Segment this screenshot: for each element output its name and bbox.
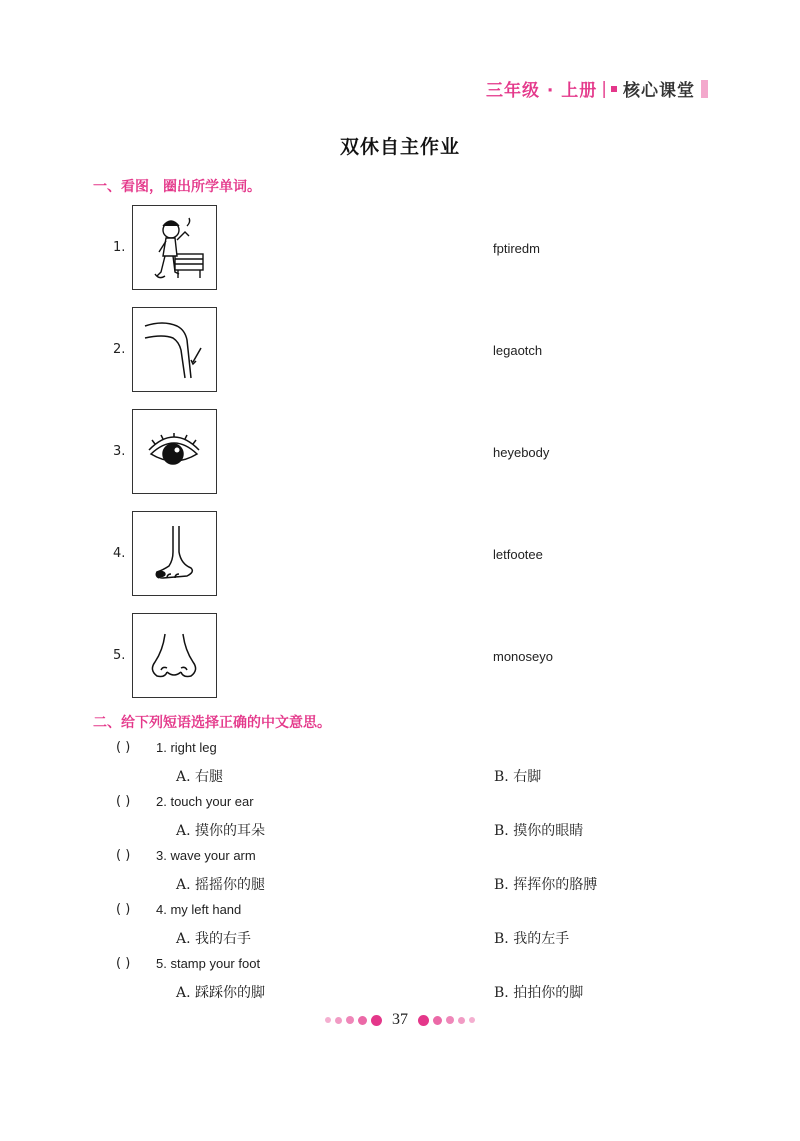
letter-string: letfootee	[493, 547, 543, 562]
foot-image	[132, 511, 217, 596]
option-b: B. 右脚	[494, 769, 542, 785]
page-number: 37	[392, 1011, 408, 1028]
header-bar-icon	[701, 80, 708, 98]
section-1-title: 一、看图，圈出所学单词。	[93, 179, 261, 195]
phrase: 5. stamp your foot	[156, 956, 261, 971]
dot-icon	[335, 1017, 342, 1024]
letter-string: legaotch	[493, 343, 543, 358]
item-number: 1.	[113, 240, 126, 255]
option-b: B. 我的左手	[494, 931, 570, 947]
dot-icon	[325, 1017, 331, 1023]
nose-image	[132, 613, 217, 698]
grade-label: 三年级 · 上册	[485, 81, 598, 101]
option-a: A. 我的右手	[176, 931, 252, 947]
letter-string: monoseyo	[493, 649, 553, 664]
page-title: 双休自主作业	[339, 136, 460, 158]
answer-blank[interactable]: ( )	[116, 956, 131, 971]
letter-string: heyebody	[493, 445, 550, 460]
option-a: A. 踩踩你的脚	[176, 985, 266, 1001]
page-header	[486, 76, 708, 101]
option-a: A. 摇摇你的腿	[176, 877, 266, 893]
option-b: B. 摸你的眼睛	[494, 823, 584, 839]
phrase: 4. my left hand	[156, 902, 242, 917]
answer-blank[interactable]: ( )	[116, 902, 131, 917]
item-number: 3.	[113, 444, 126, 459]
item-number: 2.	[113, 342, 126, 357]
option-a: A. 右腿	[176, 769, 224, 785]
dot-icon	[371, 1015, 382, 1026]
leg-image	[132, 307, 217, 392]
phrase: 3. wave your arm	[156, 848, 256, 863]
brand-label: 核心课堂	[623, 81, 695, 101]
answer-blank[interactable]: ( )	[116, 740, 131, 755]
dot-icon	[418, 1015, 429, 1026]
dot-icon	[446, 1016, 454, 1024]
item-number: 4.	[113, 546, 126, 561]
tired-boy-image	[132, 205, 217, 290]
dot-icon	[469, 1017, 475, 1023]
answer-blank[interactable]: ( )	[116, 794, 131, 809]
option-b: B. 挥挥你的胳膊	[494, 877, 598, 893]
phrase: 1. right leg	[156, 740, 217, 755]
section-2-title: 二、给下列短语选择正确的中文意思。	[93, 715, 331, 731]
header-separator: |	[601, 78, 607, 99]
answer-blank[interactable]: ( )	[116, 848, 131, 863]
dot-icon	[346, 1016, 354, 1024]
header-square-icon	[611, 86, 617, 92]
dot-icon	[358, 1016, 367, 1025]
dot-icon	[458, 1017, 465, 1024]
dot-icon	[433, 1016, 442, 1025]
option-b: B. 拍拍你的脚	[494, 985, 584, 1001]
option-a: A. 摸你的耳朵	[176, 823, 266, 839]
phrase: 2. touch your ear	[156, 794, 254, 809]
eye-image	[132, 409, 217, 494]
item-number: 5.	[113, 648, 126, 663]
page-footer	[0, 1011, 800, 1029]
letter-string: fptiredm	[493, 241, 540, 256]
